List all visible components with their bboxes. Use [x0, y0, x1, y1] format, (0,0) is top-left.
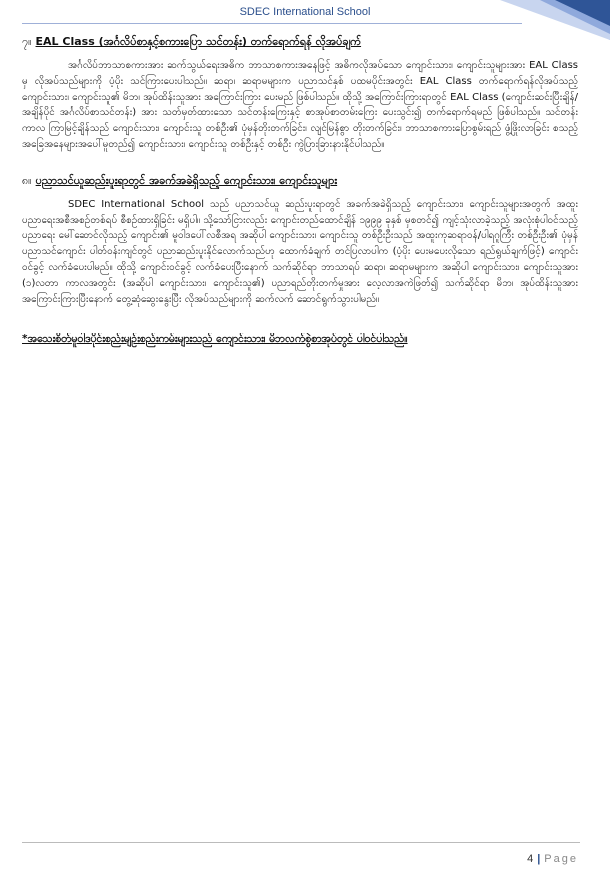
section-heading-eal [22, 34, 578, 50]
page-content [22, 34, 578, 348]
header-divider [22, 23, 522, 24]
section-paragraph-special-needs: SDEC International School သည် ပညာသင်ယူ ဆည်းပူးရာတွင် အခက်အခဲရှိသည့် ကျောင်းသား၊ ကျောင်းသူများအတွက် အထူးပညာရေးအစီအစဉ်တစ်ရပ် စီစဉ်ထားရှိခြင်း မရှိပါ။ သို့သော်ငြားလည်း ကျောင်းတည်ထောင်ချိန် ၁၉၉၉ ခုနှစ် မှစတင်၍ ကျင့်သုံးလာခဲ့သည့် အလုံးစုံပါဝင်သည့်ပညာရေး မေါ်ဆောင်လိုသည့် ကျောင်း၏ မူဝါဒပေါ်လစီအရ အဆိုပါ ကျောင်းသား၊ ကျောင်းသူ တစ်ဦးဦးသည် အထူးကုဆရာဝန်/ပါရဂူကြီး တစ်ဦးဦး၏ ပုံမှန်ပညာသင်ကျောင်း ပါတ်ဝန်းကျင်တွင် ပညာဆည်းပူးနိုင်လောက်သည်ဟု ထောက်ခံချက် တင်ပြလာပါက (ပံ့ပိုး ပေးမပေးလိုသော ရည်ရွယ်ချက်ဖြင့်) ကျောင်းဝင်ခွင့် လက်ခံပေးပါမည်။ ထိုသို့ ကျောင်းဝင်ခွင့် လက်ခံပေးပြီးနောက် သက်ဆိုင်ရာ ဘာသာရပ် ဆရာ၊ ဆရာမများက အဆိုပါ ကျောင်းသား၊ ကျောင်းသူအား (၁)လတာ ကာလအတွင်း (အဆိုပါ ကျောင်းသား၊ ကျောင်းသူ၏) ပညာရည်တိုးတက်မှုအား လေ့လာအကဲဖြတ်၍ သက်ဆိုင်ရာ မိဘ၊ အုပ်ထိန်းသူအား အကြောင်းကြားပြီးနောက် တွေ့ဆုံဆွေးနွေးပြီး လိုအပ်သည်များကို ဆက်လက် ဆောင်ရွက်သွားပါမည်။ [22, 198, 578, 305]
page-footer [527, 853, 578, 865]
section-number: ၇။ [22, 35, 32, 48]
policy-note: *အသေးစိတ်မူဝါဒပိုင်းစည်းမျဉ်းစည်းကမ်းများသည် ကျောင်းသား၊ မိဘလက်စွဲစာအုပ်တွင် ပါဝင်ပါသည်။ [22, 333, 408, 346]
section-heading-text: EAL Class (အင်္ဂလိပ်စာနှင့်စကားပြော သင်တန်း) တက်ရောက်ရန် လိုအပ်ချက် [35, 35, 362, 48]
section-paragraph-eal: အင်္ဂလိပ်ဘာသာစကားအား ဆက်သွယ်ရေးအဓိက ဘာသာစကားအနေဖြင့် အဓိကလိုအပ်သော ကျောင်းသား၊ ကျောင်းသူများအား EAL Class မှ လိုအပ်သည်များကို ပံ့ပိုး သင်ကြားပေးပါသည်။ ဆရာ၊ ဆရာမများက ပညာသင်နှစ် ပထမပိုင်းအတွင်း EAL Class တက်ရောက်ရန်လိုအပ်သည့် ကျောင်းသား၊ ကျောင်းသူ၏ မိဘ၊ အုပ်ထိန်းသူအား အကြောင်းကြား ပေးမည် ဖြစ်ပါသည်။ ထိုသို့ အကြောင်းကြားရာတွင် EAL Class (ကျောင်းဆင်းပြီးချိန်/ အချိန်ပိုင် အင်္ဂလိပ်စာသင်တန်း) အား သတ်မှတ်ထားသော သင်တန်းကြေးနှင့် စာအုပ်စာတမ်းကြေး ပေးသွင်း၍ တက်ရောက်ရမည် ဖြစ်ပါသည်။ သင်တန်းကာလ ကြာမြင့်ချိန်သည် ကျောင်းသား၊ ကျောင်းသူ တစ်ဦး၏ ပုံမှန်တိုးတက်ခြင်း၊ လျင်မြန်စွာ တိုးတက်ခြင်း၊ ဘာသာစကားပြောစွမ်းရည် ဖွံ့ဖြိုးလာခြင်း စသည့် အခြေအနေများအပေါ်မူတည်၍ ကျောင်းသား၊ ကျောင်းသူ တစ်ဦးနှင့် တစ်ဦး ကွဲပြားခြားနားနိုင်ပါသည်။ [22, 60, 578, 150]
footer-divider [22, 842, 580, 843]
section-number: ၈။ [22, 173, 32, 187]
section-heading-text: ပညာသင်ယူဆည်းပူးရာတွင် အခက်အခဲရှိသည့် ကျောင်းသား၊ ကျောင်းသူများ [35, 173, 338, 187]
section-heading-special-needs [22, 173, 578, 189]
header-title: SDEC International School [239, 6, 371, 18]
page-number: 4 [527, 853, 534, 865]
page-label: Page [544, 853, 578, 865]
footer-separator: | [537, 853, 541, 865]
